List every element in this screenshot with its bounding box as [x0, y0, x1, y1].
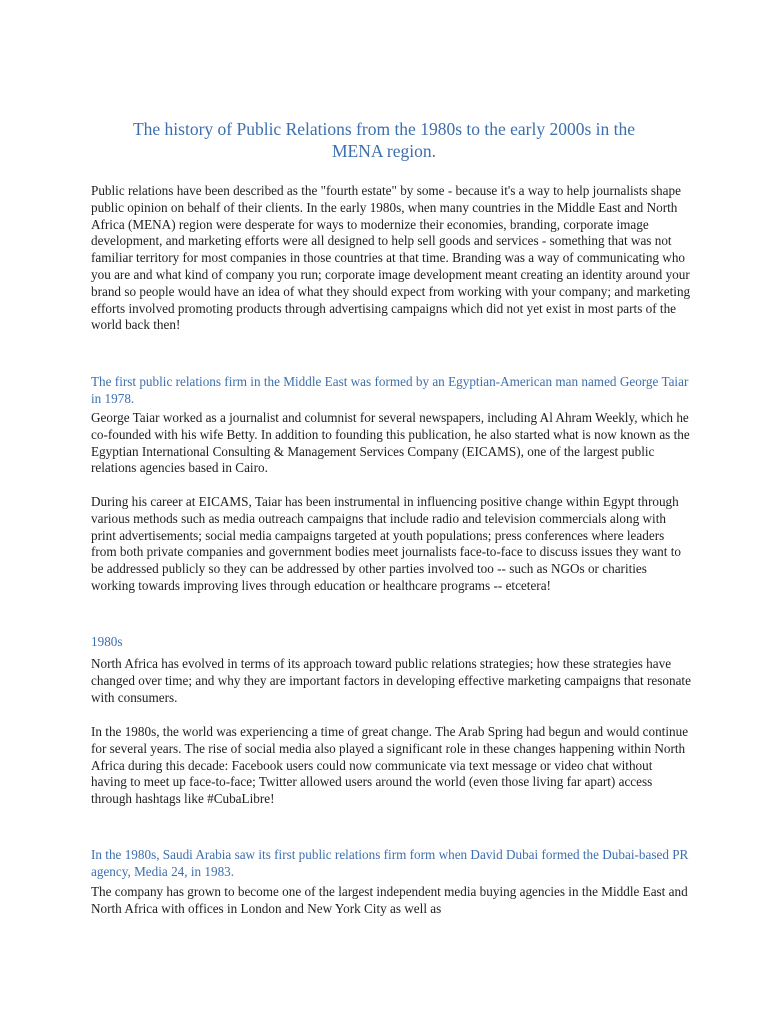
- paragraph-north-africa: North Africa has evolved in terms of its approach toward public relations strategies; how these strategies have changed over time; and why they are important factors in developing effective marketing campaigns that resonate with consumers.: [91, 656, 691, 705]
- section-heading-1980s: 1980s: [91, 634, 123, 649]
- intro-paragraph: Public relations have been described as the "fourth estate" by some - because it's a way to help journalists shape public opinion on behalf of their clients. In the early 1980s, when many countries in the Middle East and North Africa (MENA) region were desperate for ways to modernize their economies, branding, corporate image development, and marketing efforts were all designed to help sell goods and services - something that was not familiar territory for most companies in those countries at that time. Branding was a way of communicating who you are and what kind of company you run; corporate image development meant creating an identity around your brand so people would have an idea of what they should expect from working with your company; and marketing efforts involved promoting products through advertising campaigns which did not yet exist in most parts of the world back then!: [91, 183, 691, 333]
- paragraph-george-taiar: George Taiar worked as a journalist and columnist for several newspapers, including Al Ahram Weekly, which he co-founded with his wife Betty. In addition to founding this publication, he also started what is now known as the Egyptian International Consulting & Management Services Company (EICAMS), one of the largest public relations agencies based in Cairo.: [91, 410, 690, 476]
- document-title: The history of Public Relations from the 1980s to the early 2000s in the MENA region.: [132, 119, 636, 161]
- paragraph-1980s-change: In the 1980s, the world was experiencing a time of great change. The Arab Spring had begun and would continue for several years. The rise of social media also played a significant role in these changes happening within North Africa during this decade: Facebook users could now communicate via text message or video chat without having to meet up face-to-face; Twitter allowed users around the world (even those living far apart) access through hashtags like #CubaLibre!: [91, 724, 689, 807]
- paragraph-media-24: The company has grown to become one of the largest independent media buying agencies in the Middle East and North Africa with offices in London and New York City as well as: [91, 884, 688, 916]
- section-heading-first-firm: The first public relations firm in the Middle East was formed by an Egyptian-American man named George Taiar in 1978.: [91, 374, 689, 406]
- section-heading-saudi-arabia: In the 1980s, Saudi Arabia saw its first public relations firm form when David Dubai formed the Dubai-based PR agency, Media 24, in 1983.: [91, 847, 689, 879]
- paragraph-eicams-career: During his career at EICAMS, Taiar has been instrumental in influencing positive change within Egypt through various methods such as media outreach campaigns that include radio and television commercials along with print advertisements; social media campaigns targeted at youth populations; press conferences where leaders from both private companies and government bodies meet journalists face-to-face to discuss issues they want to be addressed publicly so they can be addressed by other parties involved too -- such as NGOs or charities working towards improving lives through education or healthcare programs -- etcetera!: [91, 494, 681, 593]
